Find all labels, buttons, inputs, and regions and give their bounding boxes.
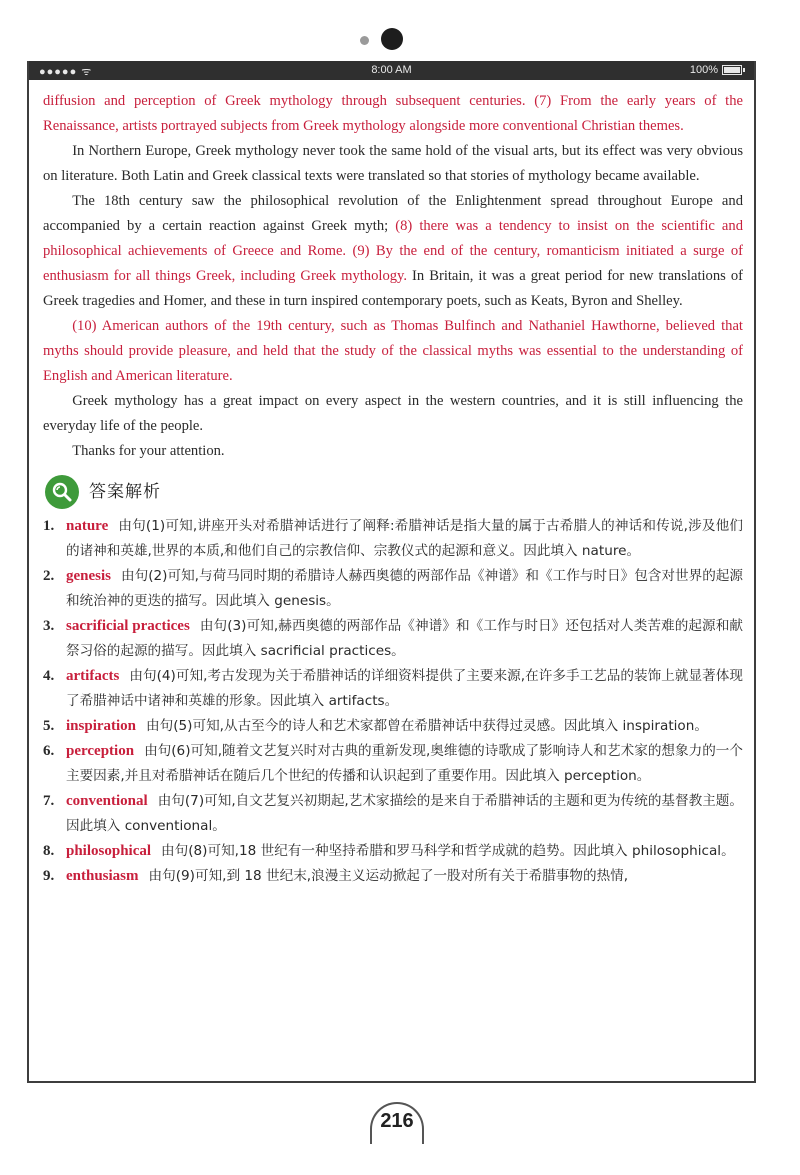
status-time: 8:00 AM [371, 64, 412, 76]
answer-item [43, 714, 743, 739]
passage-paragraph-3 [43, 189, 743, 314]
answer-number: 2. [43, 568, 55, 584]
passage-highlight: (8) there was a tendency to insist on the scientific and philosophical achievements of Greece and Rome. (9) By the end of the century, romanticism initiated a surge of enthusiasm for all things Greek, including Greek mythology. [43, 218, 743, 284]
answer-key: conventional [66, 793, 148, 809]
answer-key: artifacts [66, 668, 120, 684]
page-number [370, 1102, 424, 1144]
answer-item [43, 839, 743, 864]
magnifier-icon [45, 475, 79, 509]
passage-paragraph-5: Greek mythology has a great impact on every aspect in the western countries, and it is still influencing the everyday life of the people. [43, 393, 743, 434]
answer-number: 7. [43, 793, 55, 809]
passage-paragraph-1: diffusion and perception of Greek mythology through subsequent centuries. (7) From the early years of the Renaissance, artists portrayed subjects from Greek mythology alongside more conventional Christian themes. [43, 93, 743, 134]
answer-key: enthusiasm [66, 868, 139, 884]
answer-number: 4. [43, 668, 55, 684]
answer-number: 5. [43, 718, 55, 734]
passage-text: The 18th century saw the philosophical revolution of the Enlightenment spread throughout Europe and accompanied by a certain reaction against Greek myth; [43, 193, 743, 234]
answer-explanation: 由句(5)可知,从古至今的诗人和艺术家都曾在希腊神话中获得过灵感。因此填入 inspiration。 [146, 718, 708, 734]
answer-explanation: 由句(9)可知,到 18 世纪末,浪漫主义运动掀起了一股对所有关于希腊事物的热情, [148, 868, 629, 884]
answer-key: genesis [66, 568, 111, 584]
answer-explanation: 由句(8)可知,18 世纪有一种坚持希腊和罗马科学和哲学成就的趋势。因此填入 philosophical。 [161, 843, 735, 859]
passage-text: In Britain, it was a great period for new translations of Greek tragedies and Homer, and these in turn inspired contemporary poets, such as Keats, Byron and Shelley. [43, 268, 743, 309]
answer-explanation: 由句(6)可知,随着文艺复兴时对古典的重新发现,奥维德的诗歌成了影响诗人和艺术家的想象力的一个主要因素,并且对希腊神话在随后几个世纪的传播和认识起到了重要作用。因此填入 perception。 [66, 743, 743, 784]
section-title: 答案解析 [89, 481, 161, 502]
answer-key: sacrificial practices [66, 618, 190, 634]
answer-explanation: 由句(1)可知,讲座开头对希腊神话进行了阐释:希腊神话是指大量的属于古希腊人的神话和传说,涉及他们的诸神和英雄,世界的本质,和他们自己的宗教信仰、宗教仪式的起源和意义。因此填入 nature。 [66, 518, 743, 559]
camera-sensor [360, 36, 369, 45]
answer-number: 3. [43, 618, 55, 634]
signal-icon: ●●●●● ᯤ [39, 66, 93, 78]
answer-explanation: 由句(4)可知,考古发现为关于希腊神话的详细资料提供了主要来源,在许多手工艺品的装饰上就显著体现了希腊神话中诸神和英雄的形象。因此填入 artifacts。 [66, 668, 743, 709]
device-camera [0, 0, 800, 60]
answer-section-header [43, 474, 743, 510]
passage-paragraph-6: Thanks for your attention. [72, 443, 225, 459]
passage-paragraph-4: (10) American authors of the 19th century, such as Thomas Bulfinch and Nathaniel Hawthorne, believed that myths should provide pleasure, and held that the study of the classical myths was essential to the understanding of English and American literature. [43, 318, 743, 384]
answer-number: 8. [43, 843, 55, 859]
answer-item [43, 564, 743, 614]
answer-item [43, 864, 743, 889]
answer-explanation: 由句(7)可知,自文艺复兴初期起,艺术家描绘的是来自于希腊神话的主题和更为传统的基督教主题。因此填入 conventional。 [66, 793, 743, 834]
page-content [43, 89, 743, 889]
battery-percent: 100% [689, 64, 718, 76]
status-bar [29, 61, 754, 80]
page-number-text: 216 [380, 1110, 414, 1132]
tablet-screen [27, 61, 756, 1083]
answer-item [43, 614, 743, 664]
battery-icon [722, 65, 742, 75]
answer-key: perception [66, 743, 135, 759]
answer-key: nature [66, 518, 109, 534]
answer-item [43, 789, 743, 839]
answer-item [43, 739, 743, 789]
camera-lens [381, 28, 403, 50]
answer-number: 6. [43, 743, 55, 759]
answer-number: 9. [43, 868, 55, 884]
answer-list [43, 514, 743, 889]
answer-item [43, 664, 743, 714]
answer-explanation: 由句(2)可知,与荷马同时期的希腊诗人赫西奥德的两部作品《神谱》和《工作与时日》包含对世界的起源和统治神的更迭的描写。因此填入 genesis。 [66, 568, 743, 609]
answer-key: inspiration [66, 718, 137, 734]
answer-number: 1. [43, 518, 55, 534]
battery-indicator [690, 64, 742, 76]
answer-key: philosophical [66, 843, 152, 859]
answer-explanation: 由句(3)可知,赫西奥德的两部作品《神谱》和《工作与时日》还包括对人类苦难的起源和献祭习俗的起源的描写。因此填入 sacrificial practices。 [66, 618, 743, 659]
passage-paragraph-2: In Northern Europe, Greek mythology never took the same hold of the visual arts, but its effect was very obvious on literature. Both Latin and Greek classical texts were translated so that stories of mythology became available. [43, 143, 743, 184]
answer-item [43, 514, 743, 564]
